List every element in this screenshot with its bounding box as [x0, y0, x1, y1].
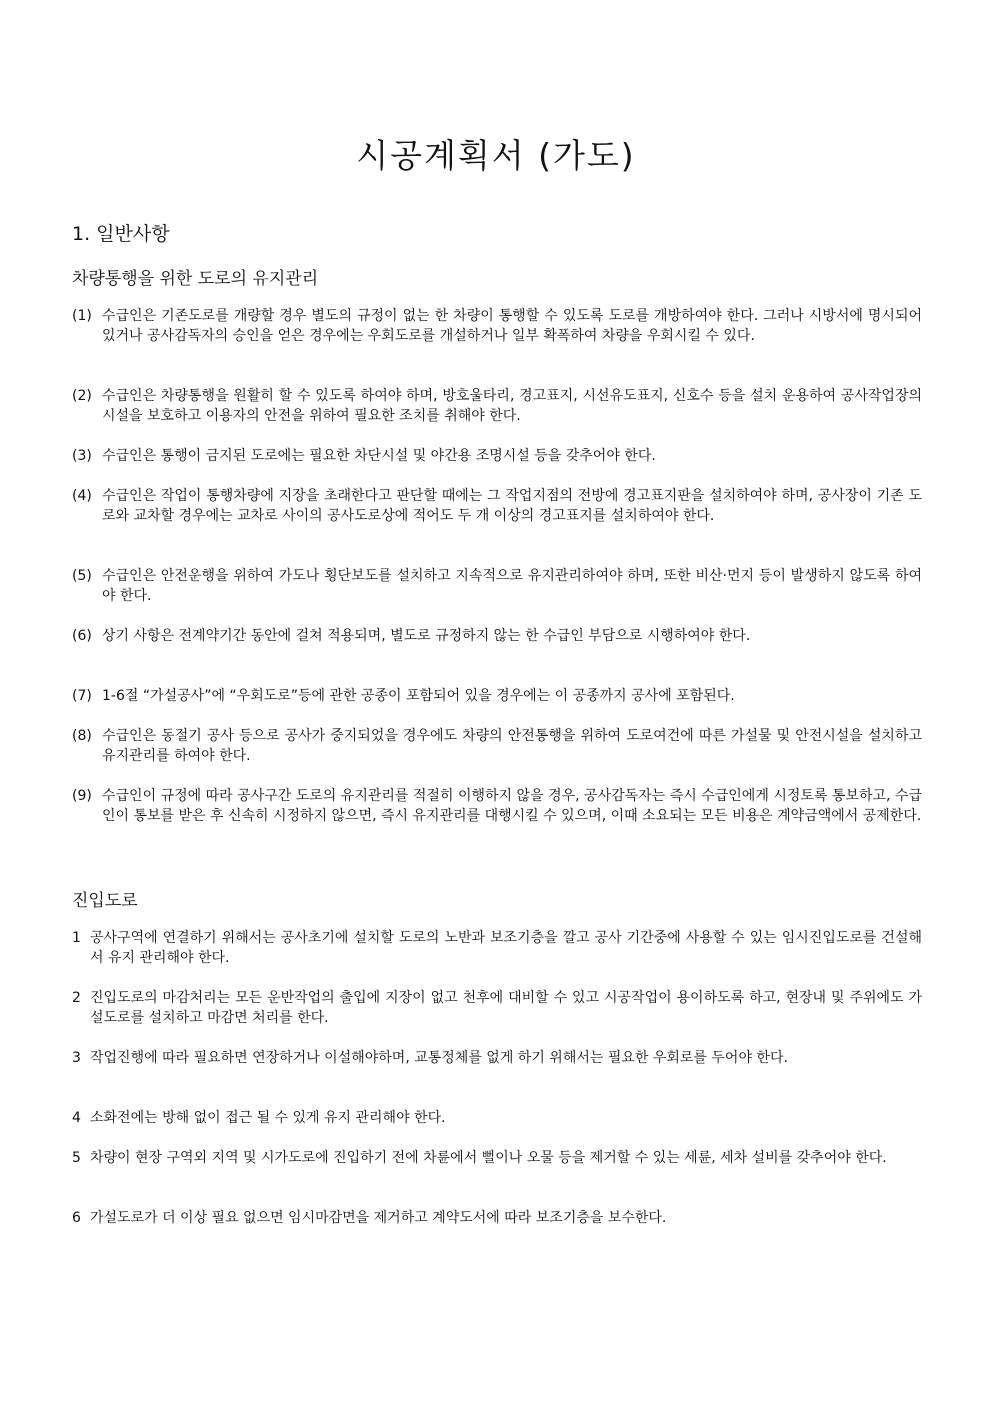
item-text: 수급인은 작업이 통행차량에 지장을 초래한다고 판단할 때에는 그 작업지점의 전방에 경고표지판을 설치하여야 하며, 공사장이 기존 도로와 교차할 경우에는 교차로 사이의 공사도로상에 적어도 두 개 이상의 경고표지를 설치하여야 한다.	[102, 488, 922, 524]
item-number: 5	[72, 1150, 81, 1166]
list-item	[72, 1108, 922, 1128]
list-item	[72, 1208, 922, 1228]
item-number: 2	[72, 990, 81, 1006]
list-item	[72, 566, 922, 606]
item-text: 수급인은 통행이 금지된 도로에는 필요한 차단시설 및 야간용 조명시설 등을 갖추어야 한다.	[102, 448, 656, 464]
item-text: 차량이 현장 구역외 지역 및 시가도로에 진입하기 전에 차륜에서 뻘이나 오물 등을 제거할 수 있는 세륜, 세차 설비를 갖추어야 한다.	[90, 1150, 887, 1166]
document-title: 시공계획서 (가도)	[356, 136, 636, 175]
item-number: (6)	[72, 628, 92, 644]
list-item	[72, 446, 922, 466]
item-text: 작업진행에 따라 필요하면 연장하거나 이설해야하며, 교통정체를 없게 하기 위해서는 필요한 우회로를 두어야 한다.	[90, 1050, 788, 1066]
list-item	[72, 928, 922, 968]
subsection-heading-access-road: 진입도로	[72, 891, 138, 911]
subsection-heading-road-maintenance: 차량통행을 위한 도로의 유지관리	[72, 269, 319, 289]
section-heading-general: 1. 일반사항	[72, 223, 170, 245]
item-number: (9)	[72, 788, 92, 804]
item-number: 6	[72, 1210, 81, 1226]
list-item	[72, 726, 922, 766]
list-item	[72, 486, 922, 526]
list-item	[72, 1148, 922, 1168]
item-text: 수급인은 동절기 공사 등으로 공사가 중지되었을 경우에도 차량의 안전통행을 위하여 도로여건에 따른 가설물 및 안전시설을 설치하고 유지관리를 하여야 한다.	[102, 728, 922, 764]
item-text: 상기 사항은 전계약기간 동안에 걸쳐 적용되며, 별도로 규정하지 않는 한 수급인 부담으로 시행하여야 한다.	[102, 628, 751, 644]
item-text: 수급인은 기존도로를 개량할 경우 별도의 규정이 없는 한 차량이 통행할 수 있도록 도로를 개방하여야 한다. 그러나 시방서에 명시되어 있거나 공사감독자의 승인을 얻은 경우에는 우회도로를 개설하거나 일부 확폭하여 차량을 우회시킬 수 있다.	[102, 308, 922, 344]
list-item	[72, 306, 922, 346]
item-number: (1)	[72, 308, 92, 324]
list-item	[72, 686, 922, 706]
item-number: (7)	[72, 688, 92, 704]
item-number: (8)	[72, 728, 92, 744]
item-number: (5)	[72, 568, 92, 584]
list-item	[72, 386, 922, 426]
list-item	[72, 988, 922, 1028]
item-number: 4	[72, 1110, 81, 1126]
item-text: 수급인이 규정에 따라 공사구간 도로의 유지관리를 적절히 이행하지 않을 경우, 공사감독자는 즉시 수급인에게 시정토록 통보하고, 수급인이 통보를 받은 후 신속히 시정하지 않으면, 즉시 유지관리를 대행시킬 수 있으며, 이때 소요되는 모든 비용은 계약금액에서 공제한다.	[102, 788, 922, 824]
item-text: 가설도로가 더 이상 필요 없으면 임시마감면을 제거하고 계약도서에 따라 보조기층을 보수한다.	[90, 1210, 667, 1226]
item-number: 3	[72, 1050, 81, 1066]
item-number: (2)	[72, 388, 92, 404]
item-text: 소화전에는 방해 없이 접근 될 수 있게 유지 관리해야 한다.	[90, 1110, 446, 1126]
item-text: 진입도로의 마감처리는 모든 운반작업의 출입에 지장이 없고 천후에 대비할 수 있고 시공작업이 용이하도록 하고, 현장내 및 주위에도 가설도로를 설치하고 마감면 처리를 한다.	[90, 990, 922, 1026]
list-item	[72, 626, 922, 646]
item-text: 1-6절 “가설공사”에 “우회도로”등에 관한 공종이 포함되어 있을 경우에는 이 공종까지 공사에 포함된다.	[102, 688, 735, 704]
item-number: (4)	[72, 488, 92, 504]
list-item	[72, 1048, 922, 1068]
item-number: 1	[72, 930, 81, 946]
item-text: 수급인은 차량통행을 원활히 할 수 있도록 하여야 하며, 방호울타리, 경고표지, 시선유도표지, 신호수 등을 설치 운용하여 공사작업장의 시설을 보호하고 이용자의 안전을 위하여 필요한 조치를 취해야 한다.	[102, 388, 922, 424]
item-text: 공사구역에 연결하기 위해서는 공사초기에 설치할 도로의 노반과 보조기층을 깔고 공사 기간중에 사용할 수 있는 임시진입도로를 건설해서 유지 관리해야 한다.	[90, 930, 922, 966]
list-item	[72, 786, 922, 826]
item-number: (3)	[72, 448, 92, 464]
item-text: 수급인은 안전운행을 위하여 가도나 횡단보도를 설치하고 지속적으로 유지관리하여야 하며, 또한 비산·먼지 등이 발생하지 않도록 하여야 한다.	[102, 568, 922, 604]
